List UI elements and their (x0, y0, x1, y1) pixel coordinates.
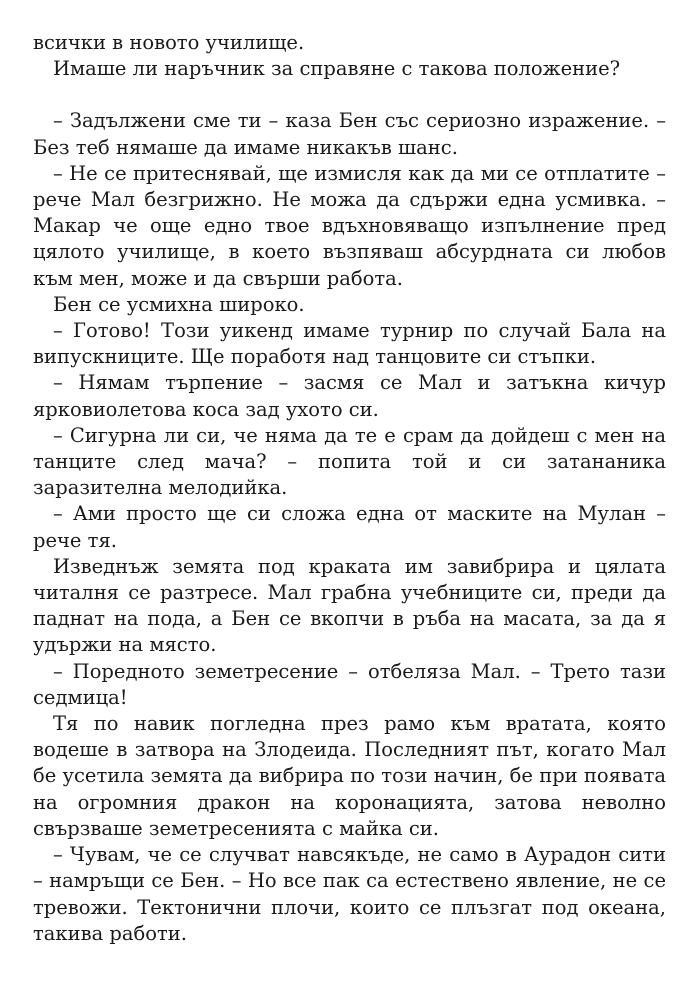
paragraph: – Поредното земетресение – отбеляза Мал. – Трето тази седмица! (33, 659, 666, 709)
paragraph: Бен се усмихна широко. (53, 292, 305, 316)
book-page (33, 30, 666, 947)
paragraph: – Не се притеснявай, ще измисля как да ми се отплатите – рече Мал безгрижно. Не можа да сдържи една усмивка. – Макар че още едно твое вдъхновяващо изпълнение пред цялото училище, в което възпяваш абсурдната си любов към мен, може и да свърши работа. (33, 161, 666, 290)
paragraph: – Задължени сме ти – каза Бен със сериозно изражение. – Без теб нямаше да имаме никакъв шанс. (33, 109, 666, 159)
paragraph: – Нямам търпение – засмя се Мал и затъкна кичур ярковиолетова коса зад ухото си. (33, 371, 666, 421)
paragraph: – Чувам, че се случват навсякъде, не само в Аурадон сити – намръщи се Бен. – Но все пак са естествено явление, не се тревожи. Тектонични плочи, които се плъзгат под океана, такива работи. (33, 843, 666, 945)
paragraph: Тя по навик погледна през рамо към вратата, която водеше в затвора на Злодеида. Последният път, когато Мал бе усетила земята да вибрира по този начин, бе при появата на огромния дракон на коронацията, затова неволно свързваше земетресенията с майка си. (33, 712, 666, 840)
paragraph: Имаше ли наръчник за справяне с такова положение? (53, 57, 621, 81)
paragraph-continuation: всички в новото училище. (33, 31, 305, 54)
paragraph: – Ами просто ще си сложа една от маските на Мулан – рече тя. (33, 502, 666, 552)
paragraph: – Сигурна ли си, че няма да те е срам да дойдеш с мен на танците след мача? – попита той и си затананика заразителна мелодийка. (33, 423, 666, 500)
paragraph: – Готово! Този уикенд имаме турнир по случай Бала на випускниците. Ще поработя над танцовите си стъпки. (33, 319, 666, 369)
paragraph: Изведнъж земята под краката им завибрира и цялата читалня се разтресе. Мал грабна учебниците си, преди да паднат на пода, а Бен се вкопчи в ръба на масата, за да я удържи на място. (33, 554, 666, 657)
